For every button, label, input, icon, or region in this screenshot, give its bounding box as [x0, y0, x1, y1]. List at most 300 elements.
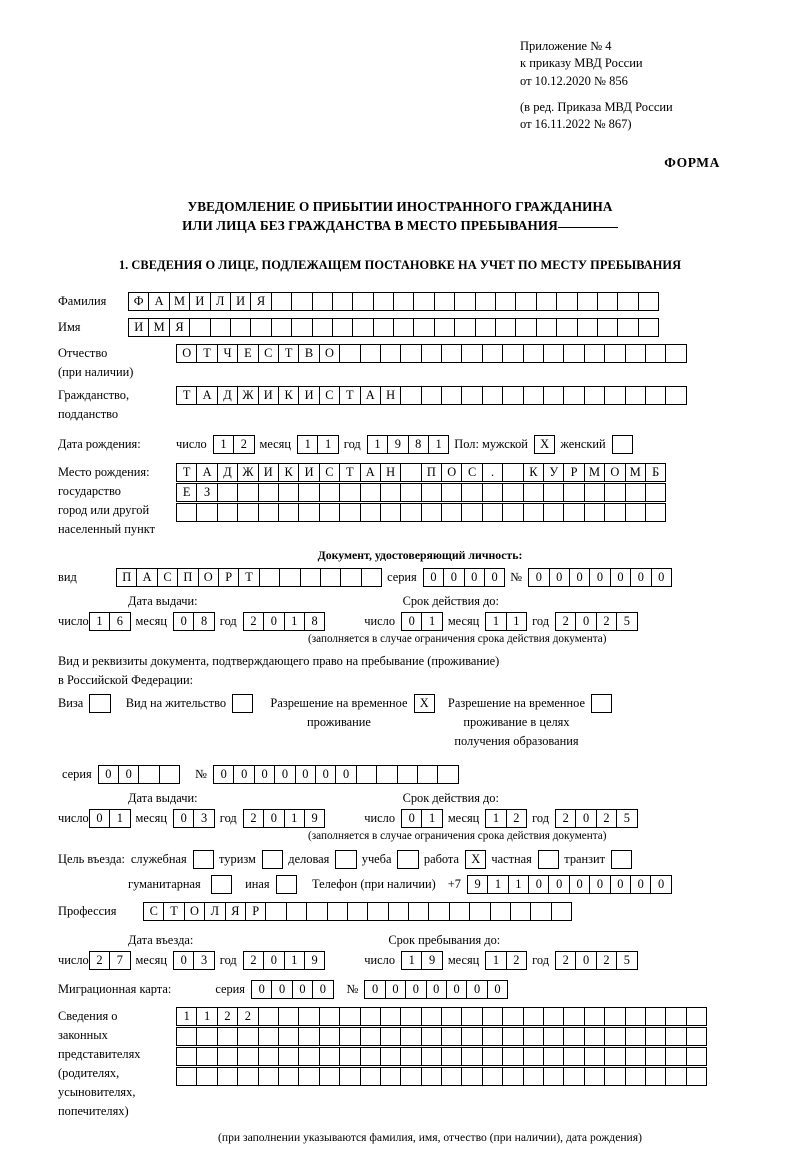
cell[interactable] [367, 902, 388, 921]
cell[interactable]: Р [563, 463, 584, 482]
cell[interactable] [604, 483, 625, 502]
cell[interactable]: 0 [610, 568, 631, 587]
cell[interactable] [376, 765, 397, 784]
cell[interactable] [543, 1067, 564, 1086]
cell[interactable]: 0 [401, 809, 422, 828]
cell[interactable] [577, 292, 598, 311]
cell[interactable]: 0 [173, 951, 194, 970]
cell[interactable] [421, 1027, 442, 1046]
cell[interactable] [611, 850, 632, 869]
identity-issue-year-cells[interactable] [243, 612, 325, 631]
cell[interactable]: В [298, 344, 319, 363]
cell[interactable] [89, 694, 110, 713]
cell[interactable] [515, 292, 536, 311]
cell[interactable] [523, 503, 544, 522]
cell[interactable] [217, 1047, 238, 1066]
cell[interactable]: М [148, 318, 169, 337]
cell[interactable] [176, 1067, 197, 1086]
cell[interactable] [482, 483, 503, 502]
cell[interactable] [159, 765, 180, 784]
cell[interactable]: 0 [263, 951, 284, 970]
cell[interactable] [312, 318, 333, 337]
cell[interactable]: 3 [193, 809, 214, 828]
representatives-row-2[interactable] [176, 1027, 706, 1046]
patronymic-cells[interactable] [176, 344, 686, 363]
cell[interactable] [584, 1007, 605, 1026]
cell[interactable] [461, 1047, 482, 1066]
birth-month-cells[interactable] [297, 435, 338, 454]
cell[interactable]: Н [380, 386, 401, 405]
cell[interactable]: 1 [297, 435, 318, 454]
cell[interactable] [461, 344, 482, 363]
cell[interactable] [584, 1067, 605, 1086]
cell[interactable] [421, 483, 442, 502]
cell[interactable] [625, 1067, 646, 1086]
cell[interactable]: М [584, 463, 605, 482]
cell[interactable] [645, 344, 666, 363]
cell[interactable]: 0 [575, 809, 596, 828]
migration-series-cells[interactable] [251, 980, 333, 999]
sex-male-checkbox[interactable] [534, 435, 554, 454]
cell[interactable] [665, 1007, 686, 1026]
cell[interactable] [441, 386, 462, 405]
cell[interactable] [543, 503, 564, 522]
cell[interactable] [441, 483, 462, 502]
permit-valid-year-cells[interactable] [555, 809, 637, 828]
cell[interactable]: 0 [630, 568, 651, 587]
cell[interactable] [232, 694, 253, 713]
cell[interactable]: 1 [508, 875, 529, 894]
birthplace-row-1[interactable] [176, 463, 665, 482]
cell[interactable] [319, 483, 340, 502]
cell[interactable] [604, 1027, 625, 1046]
cell[interactable] [686, 1067, 707, 1086]
cell[interactable]: Л [210, 292, 231, 311]
cell[interactable]: 0 [528, 568, 549, 587]
cell[interactable]: 0 [335, 765, 356, 784]
cell[interactable]: 0 [118, 765, 139, 784]
cell[interactable] [380, 1027, 401, 1046]
cell[interactable]: 0 [569, 875, 590, 894]
stay-year-cells[interactable] [555, 951, 637, 970]
cell[interactable] [176, 1047, 197, 1066]
cell[interactable] [523, 1047, 544, 1066]
cell[interactable] [530, 902, 551, 921]
cell[interactable] [502, 483, 523, 502]
cell[interactable] [298, 1027, 319, 1046]
sex-female-checkbox[interactable] [612, 435, 632, 454]
cell[interactable]: 0 [263, 612, 284, 631]
cell[interactable] [335, 850, 356, 869]
permit-issue-year-cells[interactable] [243, 809, 325, 828]
cell[interactable] [196, 1027, 217, 1046]
cell[interactable] [298, 503, 319, 522]
migration-number-cells[interactable] [364, 980, 507, 999]
cell[interactable] [360, 1067, 381, 1086]
cell[interactable] [217, 1027, 238, 1046]
cell[interactable] [584, 344, 605, 363]
cell[interactable]: Е [237, 344, 258, 363]
cell[interactable] [265, 902, 286, 921]
cell[interactable]: 0 [589, 875, 610, 894]
purpose-checkbox-7[interactable] [211, 875, 231, 894]
birth-day-cells[interactable] [213, 435, 254, 454]
cell[interactable] [400, 1067, 421, 1086]
cell[interactable]: 1 [401, 951, 422, 970]
cell[interactable] [686, 1027, 707, 1046]
cell[interactable]: 0 [630, 875, 651, 894]
cell[interactable]: М [625, 463, 646, 482]
cell[interactable]: 0 [292, 980, 313, 999]
cell[interactable]: С [461, 463, 482, 482]
cell[interactable] [298, 1067, 319, 1086]
cell[interactable]: 0 [89, 809, 110, 828]
cell[interactable] [421, 386, 442, 405]
cell[interactable] [523, 1027, 544, 1046]
cell[interactable]: 0 [295, 765, 316, 784]
permit-valid-day-cells[interactable] [401, 809, 442, 828]
cell[interactable]: С [143, 902, 164, 921]
cell[interactable]: 0 [549, 568, 570, 587]
cell[interactable]: Д [217, 386, 238, 405]
cell[interactable]: З [196, 483, 217, 502]
cell[interactable] [360, 1047, 381, 1066]
cell[interactable] [319, 503, 340, 522]
cell[interactable] [461, 1027, 482, 1046]
cell[interactable]: 0 [423, 568, 444, 587]
cell[interactable]: 1 [196, 1007, 217, 1026]
cell[interactable]: 5 [616, 809, 637, 828]
cell[interactable] [665, 386, 686, 405]
cell[interactable]: 8 [304, 612, 325, 631]
cell[interactable]: 0 [405, 980, 426, 999]
cell[interactable] [645, 1067, 666, 1086]
cell[interactable]: К [278, 386, 299, 405]
cell[interactable] [380, 1067, 401, 1086]
cell[interactable] [617, 318, 638, 337]
cell[interactable] [461, 1007, 482, 1026]
identity-kind-cells[interactable] [116, 568, 381, 587]
cell[interactable] [441, 1027, 462, 1046]
cell[interactable]: 1 [428, 435, 449, 454]
cell[interactable]: 0 [173, 809, 194, 828]
cell[interactable]: А [196, 386, 217, 405]
cell[interactable]: 1 [89, 612, 110, 631]
cell[interactable] [388, 902, 409, 921]
cell[interactable] [551, 902, 572, 921]
cell[interactable] [230, 318, 251, 337]
cell[interactable] [502, 1047, 523, 1066]
cell[interactable]: 0 [464, 568, 485, 587]
cell[interactable]: 1 [487, 875, 508, 894]
purpose-checkbox-5[interactable] [538, 850, 558, 869]
cell[interactable] [393, 292, 414, 311]
cell[interactable]: 0 [487, 980, 508, 999]
cell[interactable] [339, 1007, 360, 1026]
surname-cells[interactable] [128, 292, 658, 311]
cell[interactable] [319, 1007, 340, 1026]
cell[interactable]: П [421, 463, 442, 482]
cell[interactable] [469, 902, 490, 921]
cell[interactable] [543, 1007, 564, 1026]
cell[interactable] [495, 292, 516, 311]
cell[interactable] [475, 292, 496, 311]
cell[interactable] [217, 1067, 238, 1086]
cell[interactable] [278, 1007, 299, 1026]
cell[interactable] [482, 1047, 503, 1066]
cell[interactable]: 5 [616, 612, 637, 631]
cell[interactable] [686, 1007, 707, 1026]
cell[interactable] [543, 1047, 564, 1066]
cell[interactable]: А [196, 463, 217, 482]
cell[interactable]: 9 [467, 875, 488, 894]
cell[interactable]: Я [250, 292, 271, 311]
purpose-checkbox-1[interactable] [262, 850, 282, 869]
cell[interactable]: 0 [271, 980, 292, 999]
cell[interactable]: 1 [485, 951, 506, 970]
cell[interactable] [523, 344, 544, 363]
cell[interactable]: Ф [128, 292, 149, 311]
purpose-checkbox-2[interactable] [335, 850, 355, 869]
cell[interactable] [360, 483, 381, 502]
birthplace-row-3[interactable] [176, 503, 665, 522]
cell[interactable]: 0 [528, 875, 549, 894]
cell[interactable]: С [258, 344, 279, 363]
cell[interactable] [461, 503, 482, 522]
name-cells[interactable] [128, 318, 658, 337]
cell[interactable]: О [319, 344, 340, 363]
cell[interactable]: К [278, 463, 299, 482]
cell[interactable] [138, 765, 159, 784]
cell[interactable] [417, 765, 438, 784]
cell[interactable]: 3 [193, 951, 214, 970]
identity-valid-year-cells[interactable] [555, 612, 637, 631]
entry-day-cells[interactable] [89, 951, 130, 970]
cell[interactable] [625, 1007, 646, 1026]
cell[interactable] [625, 386, 646, 405]
cell[interactable]: 1 [367, 435, 388, 454]
cell[interactable]: 0 [312, 980, 333, 999]
cell[interactable] [625, 344, 646, 363]
cell[interactable]: 0 [401, 612, 422, 631]
cell[interactable] [400, 1007, 421, 1026]
cell[interactable]: 0 [575, 951, 596, 970]
cell[interactable] [563, 483, 584, 502]
cell[interactable] [454, 318, 475, 337]
cell[interactable] [339, 1067, 360, 1086]
cell[interactable]: 1 [421, 809, 442, 828]
cell[interactable]: Х [534, 435, 555, 454]
cell[interactable] [612, 435, 633, 454]
cell[interactable]: 0 [650, 875, 671, 894]
cell[interactable] [278, 503, 299, 522]
cell[interactable] [397, 765, 418, 784]
cell[interactable] [490, 902, 511, 921]
cell[interactable] [563, 1027, 584, 1046]
entry-month-cells[interactable] [173, 951, 214, 970]
identity-issue-day-cells[interactable] [89, 612, 130, 631]
cell[interactable] [339, 503, 360, 522]
cell[interactable]: 0 [426, 980, 447, 999]
cell[interactable]: 2 [217, 1007, 238, 1026]
cell[interactable]: Ч [217, 344, 238, 363]
cell[interactable]: 0 [173, 612, 194, 631]
cell[interactable]: 0 [274, 765, 295, 784]
cell[interactable] [475, 318, 496, 337]
cell[interactable]: 0 [443, 568, 464, 587]
cell[interactable] [421, 503, 442, 522]
cell[interactable] [278, 483, 299, 502]
cell[interactable] [271, 292, 292, 311]
cell[interactable]: С [319, 463, 340, 482]
cell[interactable] [543, 386, 564, 405]
cell[interactable]: 0 [254, 765, 275, 784]
permit-series-cells[interactable] [98, 765, 180, 784]
cell[interactable] [196, 1067, 217, 1086]
cell[interactable] [523, 1067, 544, 1086]
representatives-row-4[interactable] [176, 1067, 706, 1086]
cell[interactable] [428, 902, 449, 921]
cell[interactable] [352, 292, 373, 311]
cell[interactable] [441, 1007, 462, 1026]
cell[interactable]: Х [465, 850, 486, 869]
cell[interactable] [482, 344, 503, 363]
cell[interactable] [665, 344, 686, 363]
cell[interactable] [380, 344, 401, 363]
cell[interactable]: А [136, 568, 157, 587]
cell[interactable]: И [258, 463, 279, 482]
cell[interactable]: 0 [98, 765, 119, 784]
cell[interactable]: Ж [237, 386, 258, 405]
cell[interactable] [421, 1067, 442, 1086]
cell[interactable] [196, 503, 217, 522]
cell[interactable] [300, 568, 321, 587]
cell[interactable]: 0 [548, 875, 569, 894]
cell[interactable] [584, 386, 605, 405]
cell[interactable]: 8 [193, 612, 214, 631]
cell[interactable] [441, 503, 462, 522]
cell[interactable] [352, 318, 373, 337]
cell[interactable]: Е [176, 483, 197, 502]
cell[interactable] [278, 1047, 299, 1066]
cell[interactable] [625, 1047, 646, 1066]
cell[interactable]: 6 [109, 612, 130, 631]
cell[interactable] [665, 1047, 686, 1066]
cell[interactable]: Р [218, 568, 239, 587]
cell[interactable] [400, 483, 421, 502]
cell[interactable] [502, 503, 523, 522]
cell[interactable] [502, 463, 523, 482]
cell[interactable] [217, 483, 238, 502]
cell[interactable] [441, 1047, 462, 1066]
cell[interactable] [320, 568, 341, 587]
cell[interactable]: 2 [233, 435, 254, 454]
cell[interactable]: У [543, 463, 564, 482]
cell[interactable]: О [198, 568, 219, 587]
phone-cells[interactable] [467, 875, 671, 894]
cell[interactable]: 0 [484, 568, 505, 587]
stay-day-cells[interactable] [401, 951, 442, 970]
cell[interactable] [461, 483, 482, 502]
cell[interactable]: 0 [263, 809, 284, 828]
cell[interactable] [421, 1047, 442, 1066]
cell[interactable] [361, 568, 382, 587]
identity-issue-month-cells[interactable] [173, 612, 214, 631]
cell[interactable]: К [523, 463, 544, 482]
cell[interactable]: 2 [555, 809, 576, 828]
cell[interactable] [237, 503, 258, 522]
cell[interactable] [604, 386, 625, 405]
identity-valid-month-cells[interactable] [485, 612, 526, 631]
cell[interactable] [538, 850, 559, 869]
cell[interactable] [356, 765, 377, 784]
cell[interactable]: И [230, 292, 251, 311]
edu-residence-checkbox[interactable] [591, 694, 611, 713]
cell[interactable]: 0 [233, 765, 254, 784]
cell[interactable] [189, 318, 210, 337]
cell[interactable] [665, 1027, 686, 1046]
cell[interactable] [454, 292, 475, 311]
cell[interactable] [437, 765, 458, 784]
cell[interactable] [441, 1067, 462, 1086]
cell[interactable] [276, 875, 297, 894]
cell[interactable]: И [128, 318, 149, 337]
cell[interactable]: И [298, 386, 319, 405]
cell[interactable] [502, 386, 523, 405]
cell[interactable] [536, 318, 557, 337]
cell[interactable] [638, 318, 659, 337]
cell[interactable]: 0 [610, 875, 631, 894]
cell[interactable] [482, 386, 503, 405]
cell[interactable] [176, 503, 197, 522]
cell[interactable] [449, 902, 470, 921]
cell[interactable] [332, 318, 353, 337]
cell[interactable] [298, 483, 319, 502]
cell[interactable]: Т [238, 568, 259, 587]
cell[interactable] [193, 850, 214, 869]
cell[interactable]: 0 [569, 568, 590, 587]
cell[interactable]: . [482, 463, 503, 482]
cell[interactable] [543, 1027, 564, 1046]
cell[interactable] [515, 318, 536, 337]
cell[interactable]: Р [245, 902, 266, 921]
cell[interactable] [339, 1047, 360, 1066]
cell[interactable] [327, 902, 348, 921]
cell[interactable] [319, 1047, 340, 1066]
cell[interactable] [319, 1027, 340, 1046]
cell[interactable] [393, 318, 414, 337]
cell[interactable] [306, 902, 327, 921]
cell[interactable] [686, 1047, 707, 1066]
cell[interactable] [563, 344, 584, 363]
cell[interactable] [340, 568, 361, 587]
permit-valid-month-cells[interactable] [485, 809, 526, 828]
cell[interactable]: 1 [176, 1007, 197, 1026]
cell[interactable] [421, 1007, 442, 1026]
cell[interactable]: О [441, 463, 462, 482]
cell[interactable] [258, 483, 279, 502]
cell[interactable] [360, 1027, 381, 1046]
cell[interactable] [645, 1027, 666, 1046]
cell[interactable] [584, 1047, 605, 1066]
cell[interactable] [291, 292, 312, 311]
cell[interactable]: Ж [237, 463, 258, 482]
cell[interactable] [441, 344, 462, 363]
identity-number-cells[interactable] [528, 568, 671, 587]
cell[interactable]: 2 [555, 951, 576, 970]
cell[interactable] [278, 1027, 299, 1046]
cell[interactable]: 2 [596, 809, 617, 828]
